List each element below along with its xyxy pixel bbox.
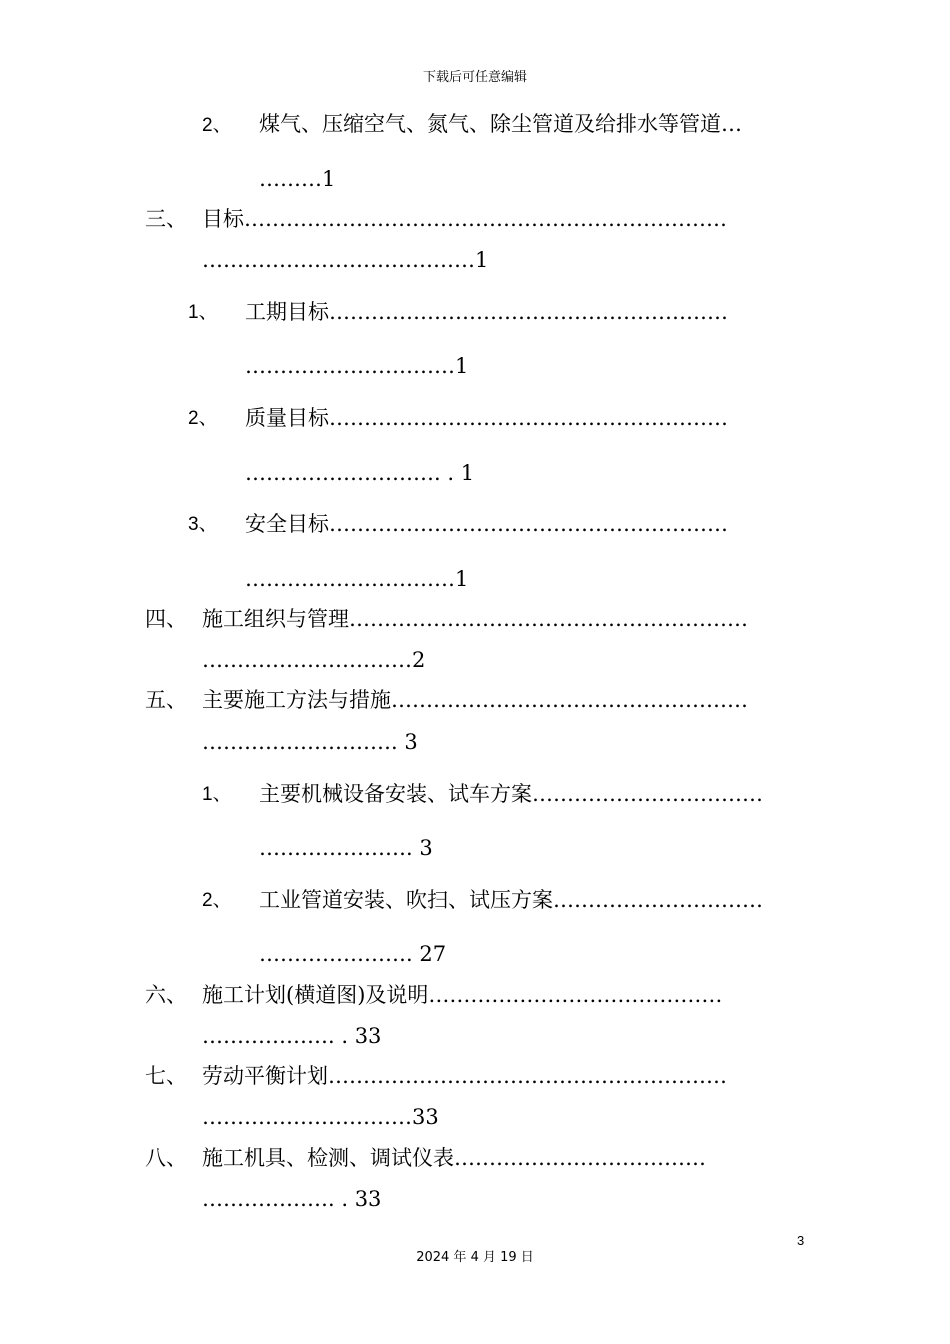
toc-entry-page: …………………………2 xyxy=(202,648,426,672)
toc-entry-page: …………………. 3 xyxy=(259,836,433,860)
toc-entry-title: 施工组织与管理………………………………………………… xyxy=(202,607,748,631)
page-footer-date: 2024 年 4 月 19 日 xyxy=(416,1250,534,1265)
toc-entry-page: ………………………. 3 xyxy=(202,730,418,754)
toc-entry-number: 四、 xyxy=(145,607,187,631)
toc-entry-number: 3、 xyxy=(188,514,218,535)
toc-entry-page: ………………. . 33 xyxy=(202,1024,382,1048)
toc-entry-page: …………………. 27 xyxy=(259,942,447,966)
toc-entry-number: 2、 xyxy=(202,890,232,911)
toc-entry-title: 主要施工方法与措施…………………………………………… xyxy=(202,688,748,712)
toc-entry-title: 施工机具、检测、调试仪表……………………………… xyxy=(202,1146,706,1170)
toc-entry-number: 1、 xyxy=(202,784,232,805)
toc-entry-page: ………………. . 33 xyxy=(202,1187,382,1211)
toc-entry-title: 安全目标………………………………………………… xyxy=(245,512,728,536)
toc-entry-number: 2、 xyxy=(188,408,218,429)
toc-entry-page: …………………………1 xyxy=(245,354,469,378)
toc-entry-title: 劳动平衡计划………………………………………………… xyxy=(202,1064,727,1088)
toc-entry-title: 煤气、压缩空气、氮气、除尘管道及给排水等管道… xyxy=(259,112,742,136)
toc-entry-title: 目标…………………………………………………………… xyxy=(202,207,727,231)
toc-entry-number: 三、 xyxy=(145,207,187,231)
toc-entry-title: 工期目标………………………………………………… xyxy=(245,300,728,324)
toc-entry-title: 施工计划(横道图)及说明…………………………………… xyxy=(202,983,723,1007)
toc-entry-page: ………1 xyxy=(259,167,336,191)
toc-entry-page: ………………………. . 1 xyxy=(245,461,475,485)
toc-entry-title: 工业管道安装、吹扫、试压方案………………………… xyxy=(259,888,763,912)
page-header: 下载后可任意编辑 xyxy=(422,70,527,85)
toc-entry-number: 2、 xyxy=(202,115,232,136)
page-number: 3 xyxy=(797,1233,805,1248)
toc-entry-page: …………………………33 xyxy=(202,1105,439,1129)
toc-entry-title: 主要机械设备安装、试车方案…………………………… xyxy=(259,782,763,806)
toc-entry-number: 1、 xyxy=(188,302,218,323)
toc-entry-page: …………………………1 xyxy=(245,567,469,591)
toc-entry-number: 五、 xyxy=(145,688,187,712)
toc-entry-number: 八、 xyxy=(145,1146,187,1170)
toc-entry-number: 七、 xyxy=(145,1064,187,1088)
toc-entry-title: 质量目标………………………………………………… xyxy=(245,406,728,430)
toc-entry-page: …………………………………1 xyxy=(202,248,489,272)
toc-entry-number: 六、 xyxy=(145,983,187,1007)
